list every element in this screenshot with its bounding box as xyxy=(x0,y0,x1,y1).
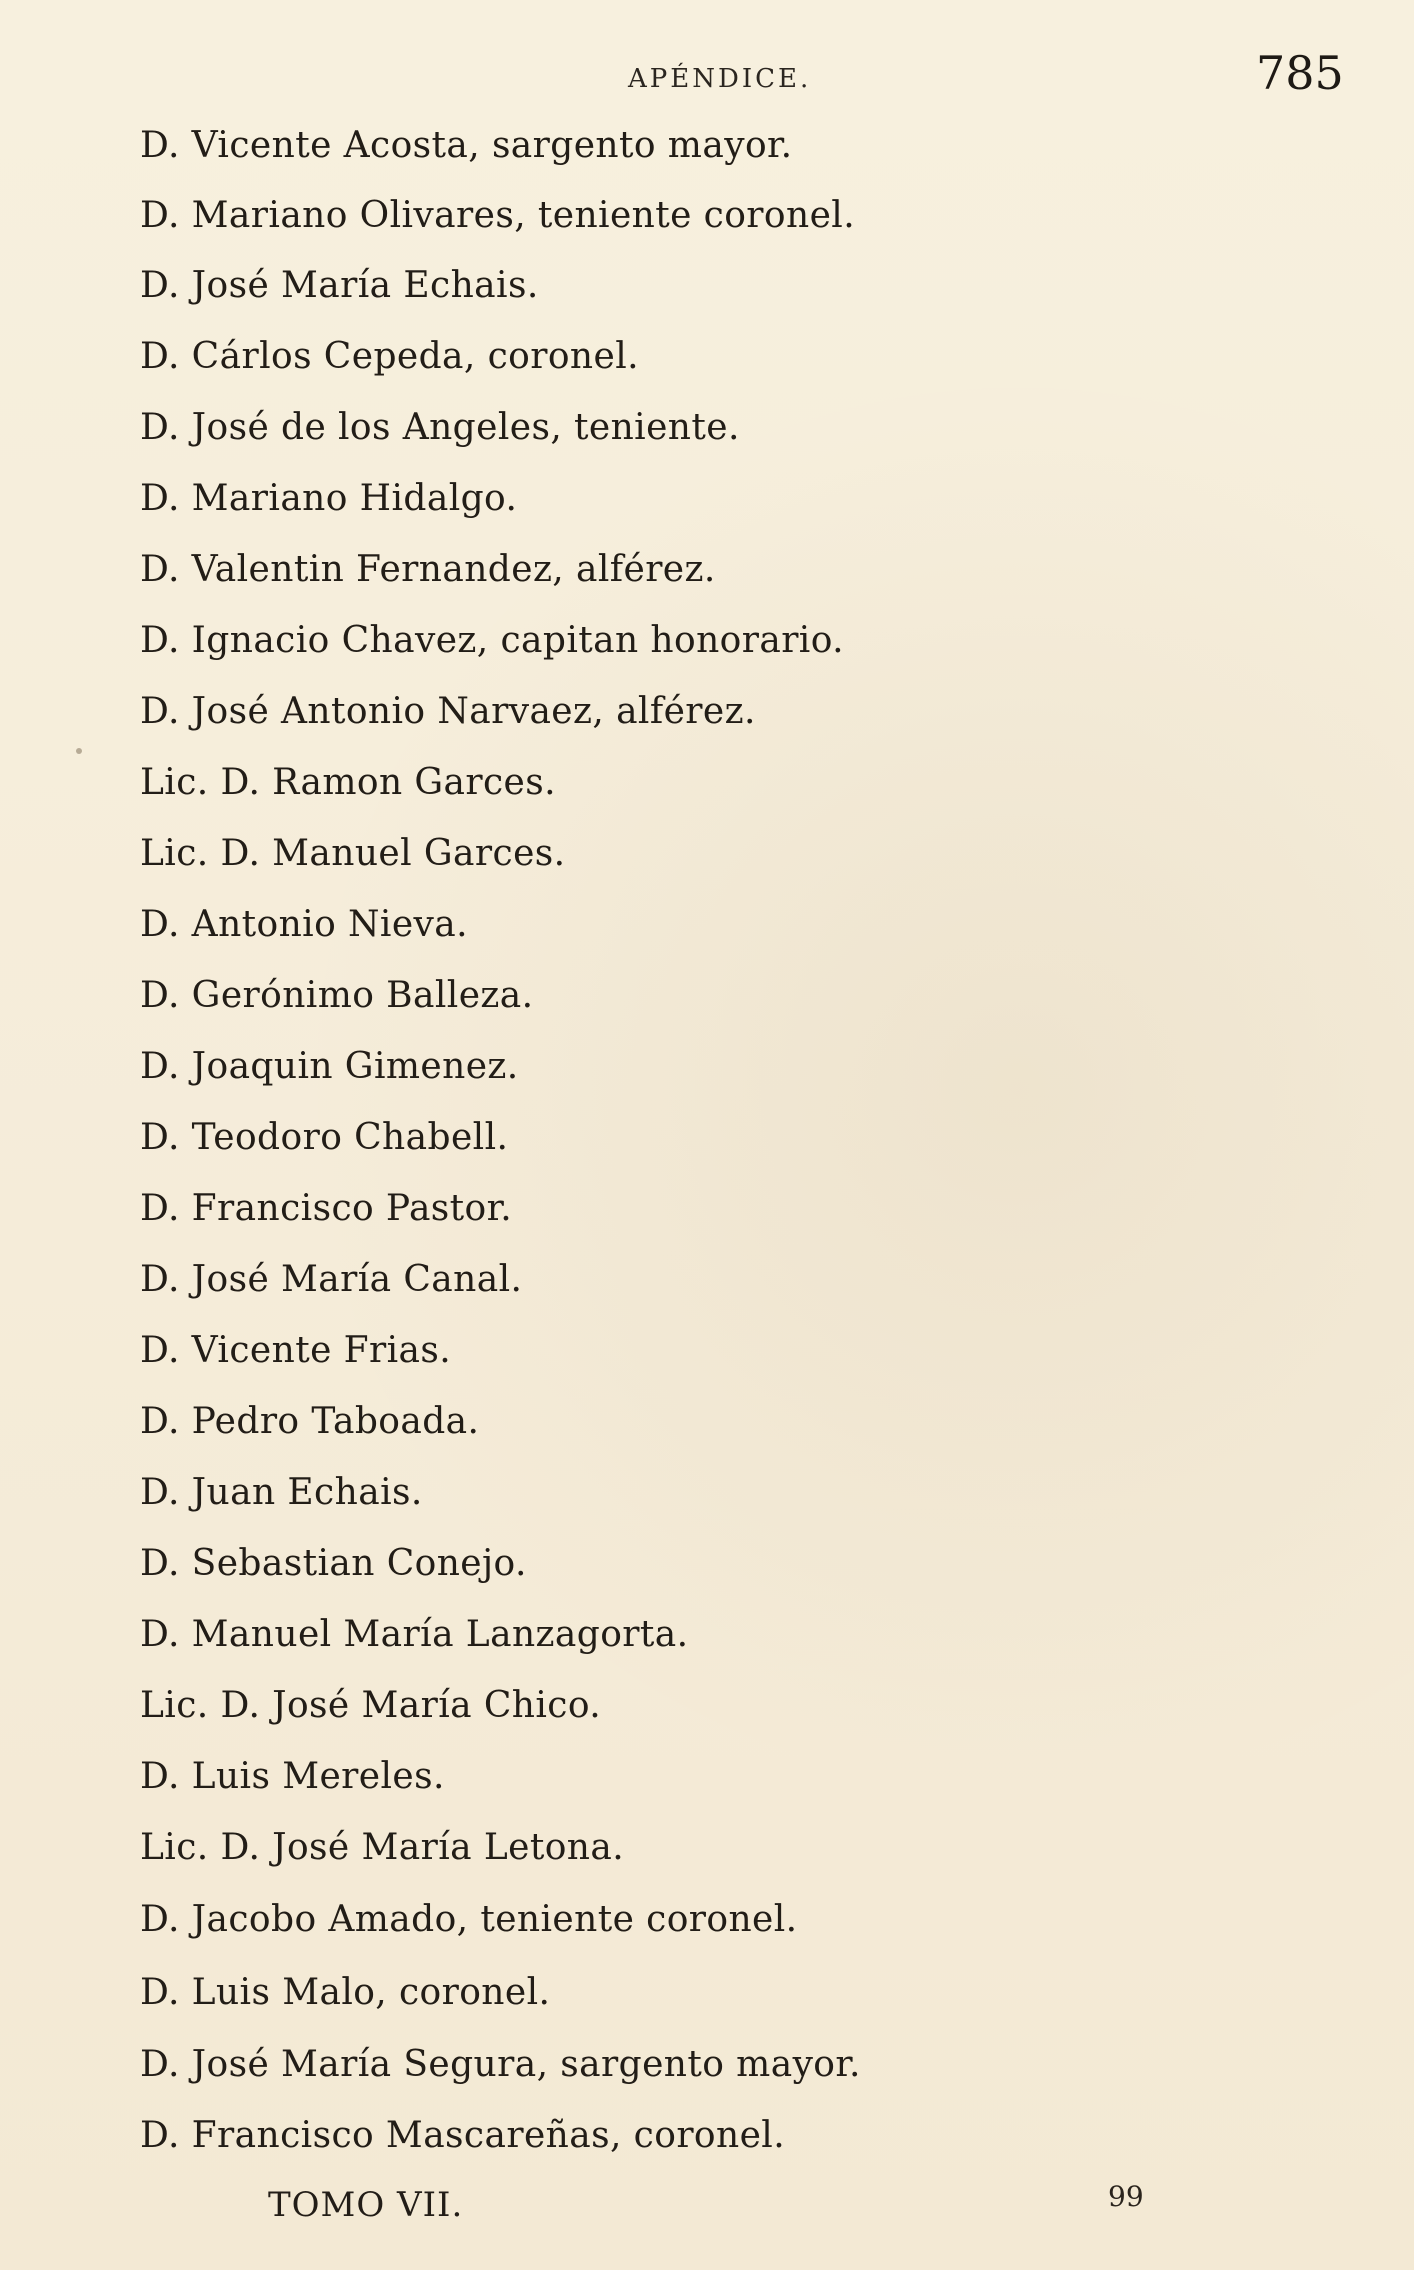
list-item: D. Juan Echais. xyxy=(140,1472,423,1513)
list-item: D. Manuel María Lanzagorta. xyxy=(140,1614,689,1655)
list-item: D. José María Segura, sargento mayor. xyxy=(140,2044,861,2085)
list-item: D. Pedro Taboada. xyxy=(140,1401,480,1442)
list-item: D. Francisco Mascareñas, coronel. xyxy=(140,2115,786,2156)
page-number: 785 xyxy=(1256,46,1344,100)
list-item: Lic. D. Manuel Garces. xyxy=(140,833,566,874)
list-item: D. José María Canal. xyxy=(140,1259,523,1300)
list-item: D. Gerónimo Balleza. xyxy=(140,975,534,1016)
running-title: APÉNDICE. xyxy=(628,64,812,94)
list-item: D. Valentin Fernandez, alférez. xyxy=(140,549,716,590)
list-item: D. Sebastian Conejo. xyxy=(140,1543,527,1584)
list-item: D. Jacobo Amado, teniente coronel. xyxy=(140,1899,798,1940)
list-item: D. Joaquin Gimenez. xyxy=(140,1046,519,1087)
list-item: D. Cárlos Cepeda, coronel. xyxy=(140,336,639,377)
list-item: D. José Antonio Narvaez, alférez. xyxy=(140,691,756,732)
signature-mark: 99 xyxy=(1108,2180,1144,2213)
list-item: D. Vicente Acosta, sargento mayor. xyxy=(140,125,793,166)
list-item: Lic. D. José María Chico. xyxy=(140,1685,602,1726)
list-item: D. José de los Angeles, teniente. xyxy=(140,407,740,448)
list-item: D. Luis Mereles. xyxy=(140,1756,445,1797)
list-item: D. Ignacio Chavez, capitan honorario. xyxy=(140,620,845,661)
list-item: D. José María Echais. xyxy=(140,265,539,306)
list-item: D. Francisco Pastor. xyxy=(140,1188,513,1229)
list-item: D. Mariano Hidalgo. xyxy=(140,478,518,519)
list-item: Lic. D. Ramon Garces. xyxy=(140,762,556,803)
volume-label: TOMO VII. xyxy=(268,2185,464,2225)
list-item: D. Antonio Nieva. xyxy=(140,904,468,945)
list-item: D. Vicente Frias. xyxy=(140,1330,452,1371)
list-item: D. Teodoro Chabell. xyxy=(140,1117,509,1158)
list-item: Lic. D. José María Letona. xyxy=(140,1827,625,1868)
list-item: D. Luis Malo, coronel. xyxy=(140,1972,551,2013)
list-item: D. Mariano Olivares, teniente coronel. xyxy=(140,195,856,236)
page-mark xyxy=(76,748,82,754)
